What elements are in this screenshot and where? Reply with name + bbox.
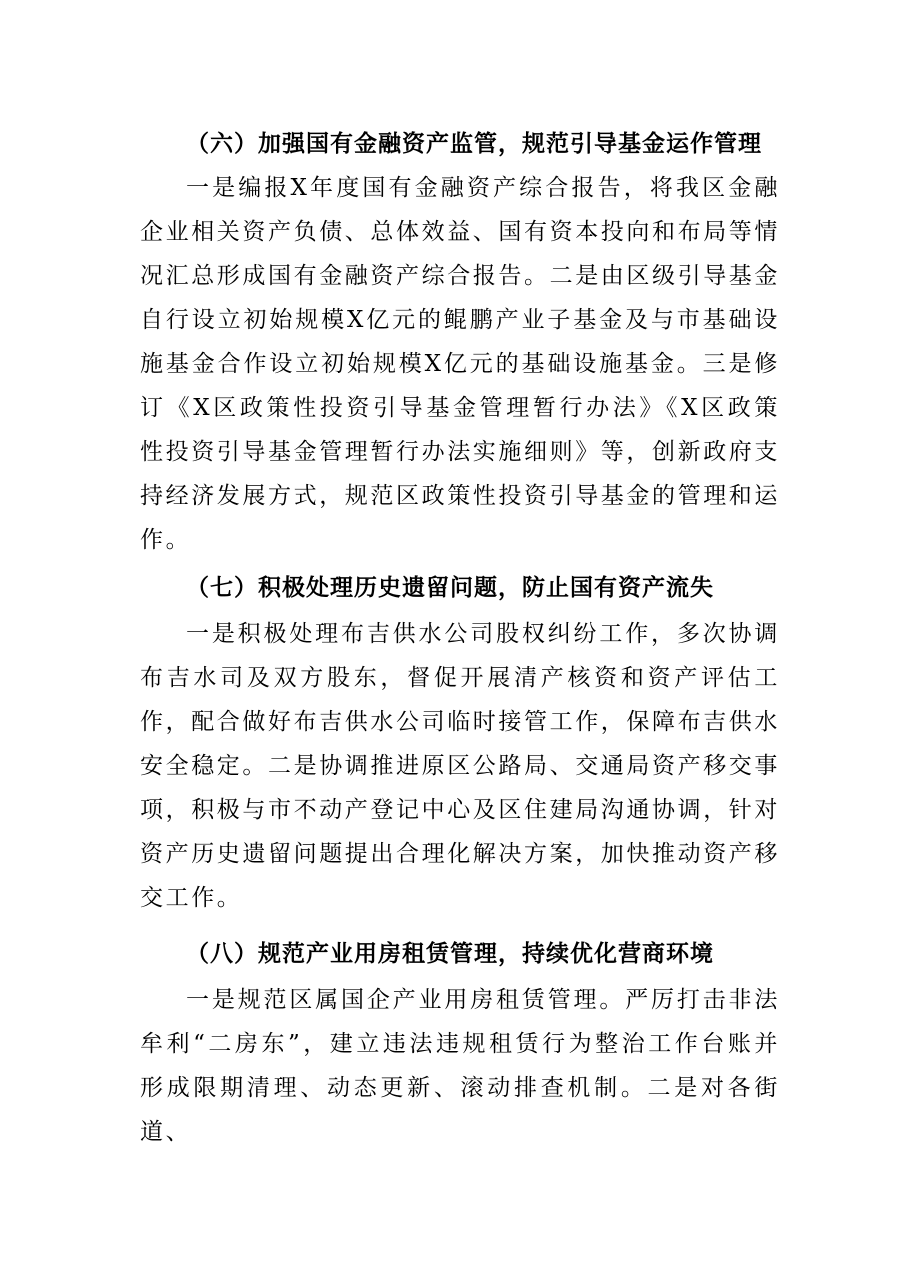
section-paragraph-6: 一是编报X年度国有金融资产综合报告，将我区金融企业相关资产负债、总体效益、国有资本投向和布局等情况汇总形成国有金融资产综合报告。二是由区级引导基金自行设立初始规模X亿元的鲲鹏产业子基金及与市基础设施基金合作设立初始规模X亿元的基础设施基金。三是修订《X区政策性投资引导基金管理暂行办法》《X区政策性投资引导基金管理暂行办法实施细则》等，创新政府支持经济发展方式，规范区政策性投资引导基金的管理和运作。	[140, 175, 780, 553]
section-heading-7: （七）积极处理历史遗留问题，防止国有资产流失	[186, 575, 714, 601]
section-heading-8: （八）规范产业用房租赁管理，持续优化营商环境	[186, 941, 714, 967]
section-paragraph-8: 一是规范区属国企产业用房租赁管理。严厉打击非法牟利“二房东”，建立违法违规租赁行为整治工作台账并形成限期清理、动态更新、滚动排查机制。二是对各街道、	[140, 987, 780, 1145]
document-body	[140, 124, 780, 1154]
section-paragraph-7: 一是积极处理布吉供水公司股权纠纷工作，多次协调布吉水司及双方股东，督促开展清产核资和资产评估工作，配合做好布吉供水公司临时接管工作，保障布吉供水安全稳定。二是协调推进原区公路局、交通局资产移交事项，积极与市不动产登记中心及区住建局沟通协调，针对资产历史遗留问题提出合理化解决方案，加快推动资产移交工作。	[140, 621, 780, 911]
section-heading-6: （六）加强国有金融资产监管，规范引导基金运作管理	[186, 131, 762, 157]
